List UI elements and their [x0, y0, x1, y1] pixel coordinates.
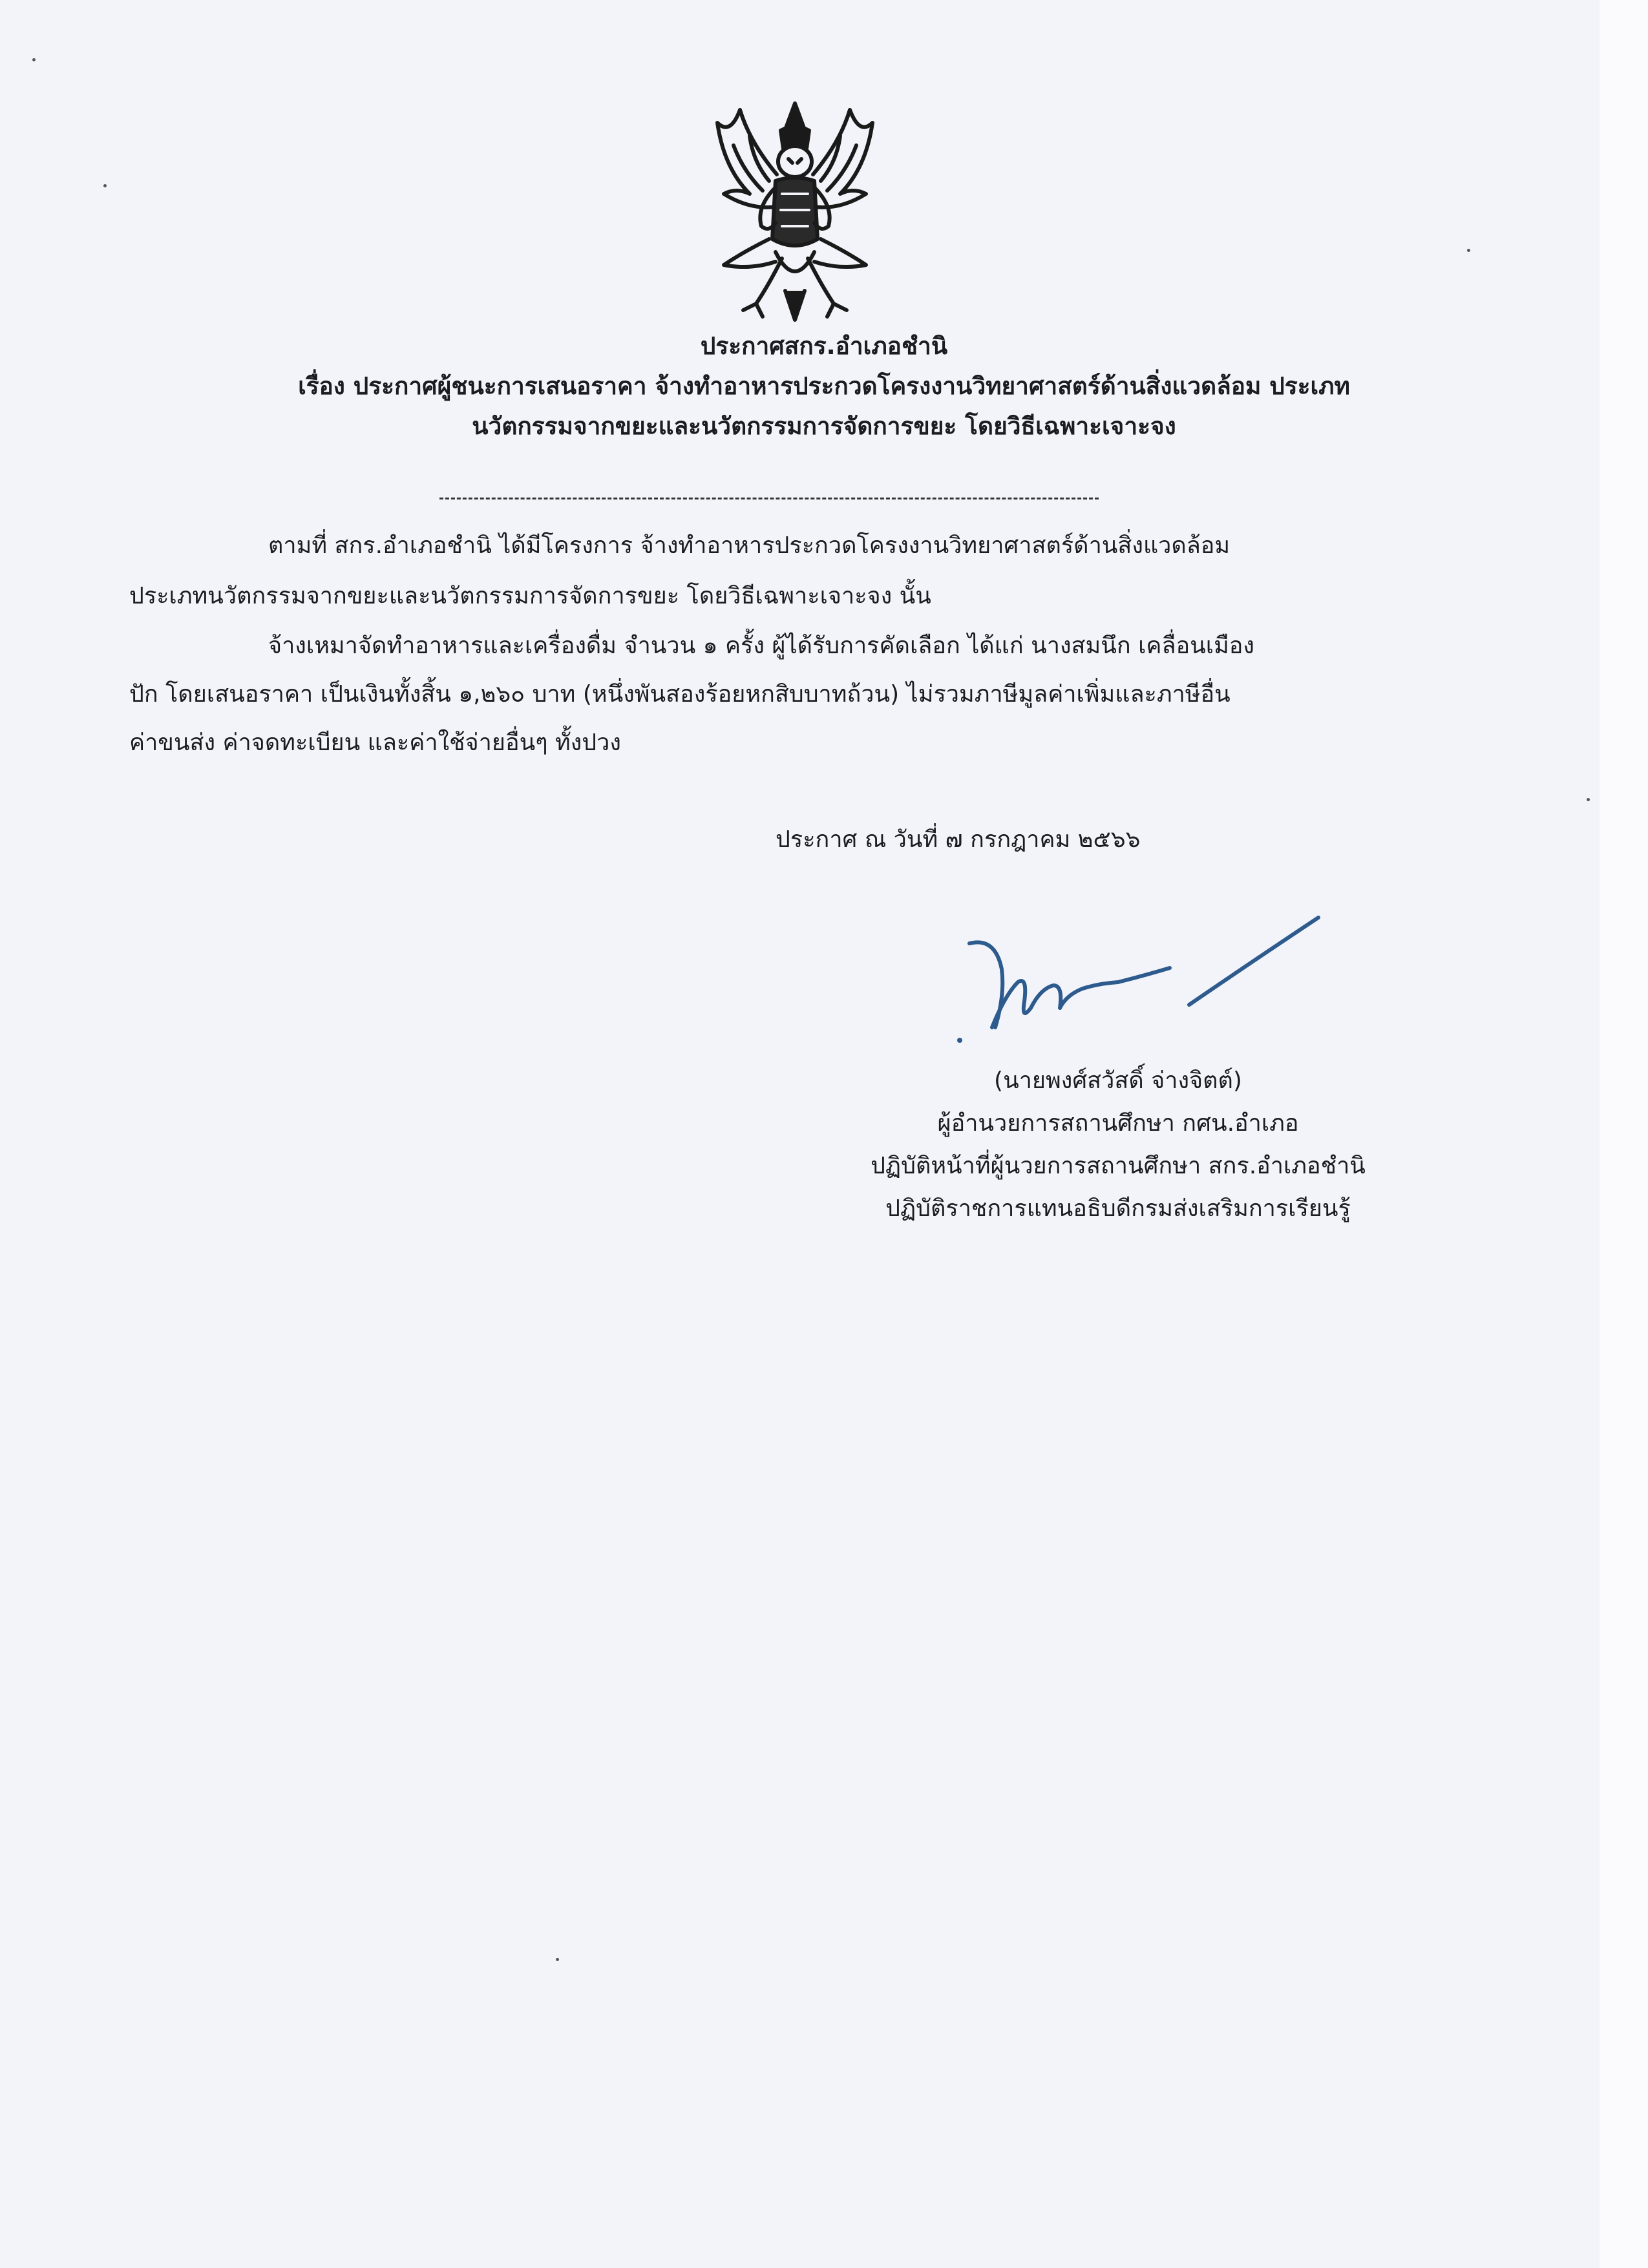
scan-speck: [103, 184, 107, 187]
subject-line-2: นวัตกรรมจากขยะและนวัตกรรมการจัดการขยะ โดยวิธีเฉพาะเจาะจง: [472, 412, 1176, 440]
scan-edge: [1600, 0, 1648, 2268]
scan-speck: [1467, 249, 1470, 252]
scan-speck: [1587, 798, 1590, 801]
announcement-title: [97, 326, 1551, 446]
body-p1-line2: ประเภทนวัตกรรมจากขยะและนวัตกรรมการจัดการขยะ โดยวิธีเฉพาะเจาะจง นั้น: [129, 583, 931, 609]
handwritten-signature: [956, 898, 1331, 1053]
body-p2-line1: จ้างเหมาจัดทำอาหารและเครื่องดื่ม จำนวน ๑ ครั้ง ผู้ได้รับการคัดเลือก ได้แก่ นางสมนึก เคลื่อนเมือง: [268, 633, 1254, 659]
signatory-position-2: ปฏิบัติหน้าที่ผู้นวยการสถานศึกษา สกร.อำเภอชำนิ: [871, 1153, 1366, 1179]
signatory-position-3: ปฏิบัติราชการแทนอธิบดีกรมส่งเสริมการเรียนรู้: [885, 1195, 1351, 1222]
garuda-emblem-icon: [679, 97, 911, 330]
body-p2-line3: ค่าขนส่ง ค่าจดทะเบียน และค่าใช้จ่ายอื่นๆ ทั้งปวง: [129, 730, 621, 756]
announcement-date: ประกาศ ณ วันที่ ๗ กรกฎาคม ๒๕๖๖: [776, 826, 1141, 853]
subject-line-1: เรื่อง ประกาศผู้ชนะการเสนอราคา จ้างทำอาหารประกวดโครงงานวิทยาศาสตร์ด้านสิ่งแวดล้อม ประเภท: [298, 372, 1350, 400]
body-p2-line2: ปัก โดยเสนอราคา เป็นเงินทั้งสิ้น ๑,๒๖๐ บาท (หนึ่งพันสองร้อยหกสิบบาทถ้วน) ไม่รวมภาษีมูลค่าเพิ่มและภาษีอื่น: [129, 681, 1231, 708]
signatory-position-1: ผู้อำนวยการสถานศึกษา กศน.อำเภอ: [937, 1110, 1299, 1137]
scan-speck: [556, 1958, 559, 1961]
scan-speck: [32, 58, 36, 61]
agency-heading: ประกาศสกร.อำเภอชำนิ: [700, 332, 948, 360]
body-p1-line1: ตามที่ สกร.อำเภอชำนิ ได้มีโครงการ จ้างทำอาหารประกวดโครงงานวิทยาศาสตร์ด้านสิ่งแวดล้อม: [268, 532, 1231, 559]
separator-line: [439, 498, 1099, 499]
signatory-name: (นายพงศ์สวัสดิ์ จ่างจิตต์): [994, 1067, 1242, 1094]
signatory-block: [763, 1060, 1474, 1230]
